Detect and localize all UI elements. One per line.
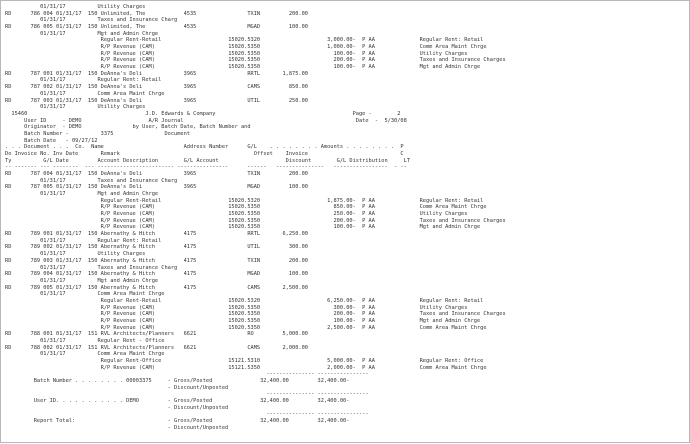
report-line: 15460 J.D. Edwards & Company Page - 2 — [5, 110, 401, 117]
report-line: 01/31/17 Utility Charges — [5, 104, 146, 111]
report-line: User ID. . . . . . . . . . . DEMO - Gross/Posted 32,400.00 32,400.00- — [5, 398, 350, 405]
report-line: R/P Revenue (CAM) 15020.5350 100.00- P AA Mgt and Admin Chrge — [5, 317, 481, 324]
report-line: 01/31/17 Mgt and Admin Chrge — [5, 277, 159, 284]
report-line: 01/31/17 Mgt and Admin Chrge — [5, 30, 159, 37]
report-line: 01/31/17 Utility Charges — [5, 4, 146, 10]
report-line: 01/31/17 Mgt and Admin Chrge — [5, 191, 159, 198]
report-line: Regular Rent-Retail 15020.5320 6,250.00- P AA Regular Rent: Retail — [5, 297, 484, 304]
report-line: R/P Revenue (CAM) 15121.5350 2,000.00- P AA Comm Area Maint Chrge — [5, 364, 487, 371]
report-line: RD 787 003 01/31/17 150 DeAnna's Deli 3965 UTIL 250.00 — [5, 97, 308, 104]
report-line: Batch Number - 3375 Document — [5, 130, 190, 137]
report-line: - Discount/Unposted — [5, 384, 229, 391]
report-line: 01/31/17 Comm Area Maint Chrge — [5, 291, 165, 298]
report-line: RD 789 004 01/31/17 150 Abernathy & Hitch 4175 MGAD 100.00 — [5, 271, 308, 278]
report-line: Batch Number . . . . . . . . 00003375 - Gross/Posted 32,400.00 32,400.00- — [5, 378, 350, 385]
report-line: R/P Revenue (CAM) 15020.5350 100.00- P AA Mgt and Admin Chrge — [5, 224, 481, 231]
report-line: RD 789 002 01/31/17 150 Abernathy & Hitch 4175 UTIL 300.00 — [5, 244, 308, 251]
report-line: 01/31/17 Regular Rent: Retail — [5, 77, 162, 84]
report-line: - Discount/Unposted — [5, 404, 229, 411]
report-line: R/P Revenue (CAM) 15020.5350 100.00- P AA Mgt and Admin Chrge — [5, 64, 481, 71]
report-line: RD 786 005 01/31/17 150 Unlimited, The 4535 MGAD 100.00 — [5, 24, 308, 31]
report-line: R/P Revenue (CAM) 15020.5350 200.00- P AA Taxes and Insurance Charges — [5, 217, 506, 224]
report-line: R/P Revenue (CAM) 15020.5350 850.00- P AA Comm Area Maint Chrge — [5, 204, 487, 211]
report-line: . . . Document . . . Co. Name Address Number G/L . . . . . . . . Amounts . . . . . . . . P — [5, 144, 404, 151]
report-line: RD 789 005 01/31/17 150 Abernathy & Hitch 4175 CAMS 2,500.00 — [5, 284, 308, 291]
report-line: Regular Rent-Retail 15020.5320 3,000.00- P AA Regular Rent: Retail — [5, 37, 484, 44]
report-line: RD 789 001 01/31/17 150 Abernathy & Hitch 4175 RRTL 6,250.00 — [5, 231, 308, 238]
report-line: RD 789 003 01/31/17 150 Abernathy & Hitch 4175 TXIN 200.00 — [5, 257, 308, 264]
report-line: RD 787 005 01/31/17 150 DeAnna's Deli 3965 MGAD 100.00 — [5, 184, 308, 191]
report-line: 01/31/17 Regular Rent: Retail — [5, 237, 162, 244]
report-line: R/P Revenue (CAM) 15020.5350 2,500.00- P AA Comm Area Maint Chrge — [5, 324, 487, 331]
report-line: Ty G/L Date Account Description G/L Account Discount G/L Distribution LT — [5, 157, 411, 164]
report-line: RD 787 001 01/31/17 150 DeAnna's Deli 3965 RRTL 1,875.00 — [5, 70, 308, 77]
report-line: 01/31/17 Comm Area Maint Chrge — [5, 351, 165, 358]
report-line: R/P Revenue (CAM) 15020.5350 100.00- P AA Utility Charges — [5, 50, 468, 57]
report-line: -- ------- --- -------- --- ------------------------ ---------------- ------ --------------- ----------------- - -- — [5, 164, 407, 171]
report-line: RD 787 002 01/31/17 150 DeAnna's Deli 3965 CAMS 850.00 — [5, 84, 308, 91]
report-line: 01/31/17 Comm Area Maint Chrge — [5, 90, 165, 97]
report-line: Originator - DEMO by User, Batch Date, Batch Number and — [5, 124, 251, 131]
report-line: RD 788 002 01/31/17 151 RVL Architects/Planners 6621 CAMS 2,000.00 — [5, 344, 308, 351]
report-line: --------------- ---------------- — [5, 371, 369, 378]
report-line: - Discount/Unposted — [5, 424, 229, 431]
report-line: RD 788 001 01/31/17 151 RVL Architects/Planners 6621 RO 5,000.00 — [5, 331, 308, 338]
report-line: 01/31/17 Regular Rent - Office — [5, 338, 165, 344]
report-line: R/P Revenue (CAM) 15020.5350 1,000.00- P AA Comm Area Maint Chrge — [5, 44, 487, 51]
report-line: RD 786 004 01/31/17 150 Unlimited, The 4535 TXIN 200.00 — [5, 10, 308, 17]
report-line: R/P Revenue (CAM) 15020.5350 250.00- P AA Utility Charges — [5, 211, 468, 218]
report-line: --------------- ---------------- — [5, 411, 369, 418]
report-line: --------------- ---------------- — [5, 391, 369, 398]
report-line: Regular Rent-Retail 15020.5320 1,875.00- P AA Regular Rent: Retail — [5, 197, 484, 204]
report-line: User ID - DEMO A/R Journal Date - 5/30/08 — [5, 117, 407, 124]
report-line: 01/31/17 Taxes and Insurance Charg — [5, 17, 178, 24]
report-line: Batch Date - 09/27/12 — [5, 137, 98, 144]
report-line: 01/31/17 Taxes and Insurance Charg — [5, 264, 178, 271]
report-line: 01/31/17 Utility Charges — [5, 251, 146, 258]
report-line: Regular Rent-Office 15121.5310 5,000.00- P AA Regular Rent: Office — [5, 358, 484, 365]
report-line: R/P Revenue (CAM) 15020.5350 200.00- P AA Taxes and Insurance Charges — [5, 57, 506, 64]
report-line: RD 787 004 01/31/17 150 DeAnna's Deli 3965 TXIN 200.00 — [5, 171, 308, 177]
report-line: Report Total: - Gross/Posted 32,400.00 32,400.00- — [5, 418, 350, 425]
report-line: Do Invoice No. Inv Date Remark Offset Invoice C — [5, 150, 404, 157]
report-line: 01/31/17 Taxes and Insurance Charg — [5, 177, 178, 184]
report-line: R/P Revenue (CAM) 15020.5350 300.00- P AA Utility Charges — [5, 304, 468, 311]
ar-journal-report — [1, 1, 690, 444]
report-line: R/P Revenue (CAM) 15020.5350 200.00- P AA Taxes and Insurance Charges — [5, 311, 506, 318]
